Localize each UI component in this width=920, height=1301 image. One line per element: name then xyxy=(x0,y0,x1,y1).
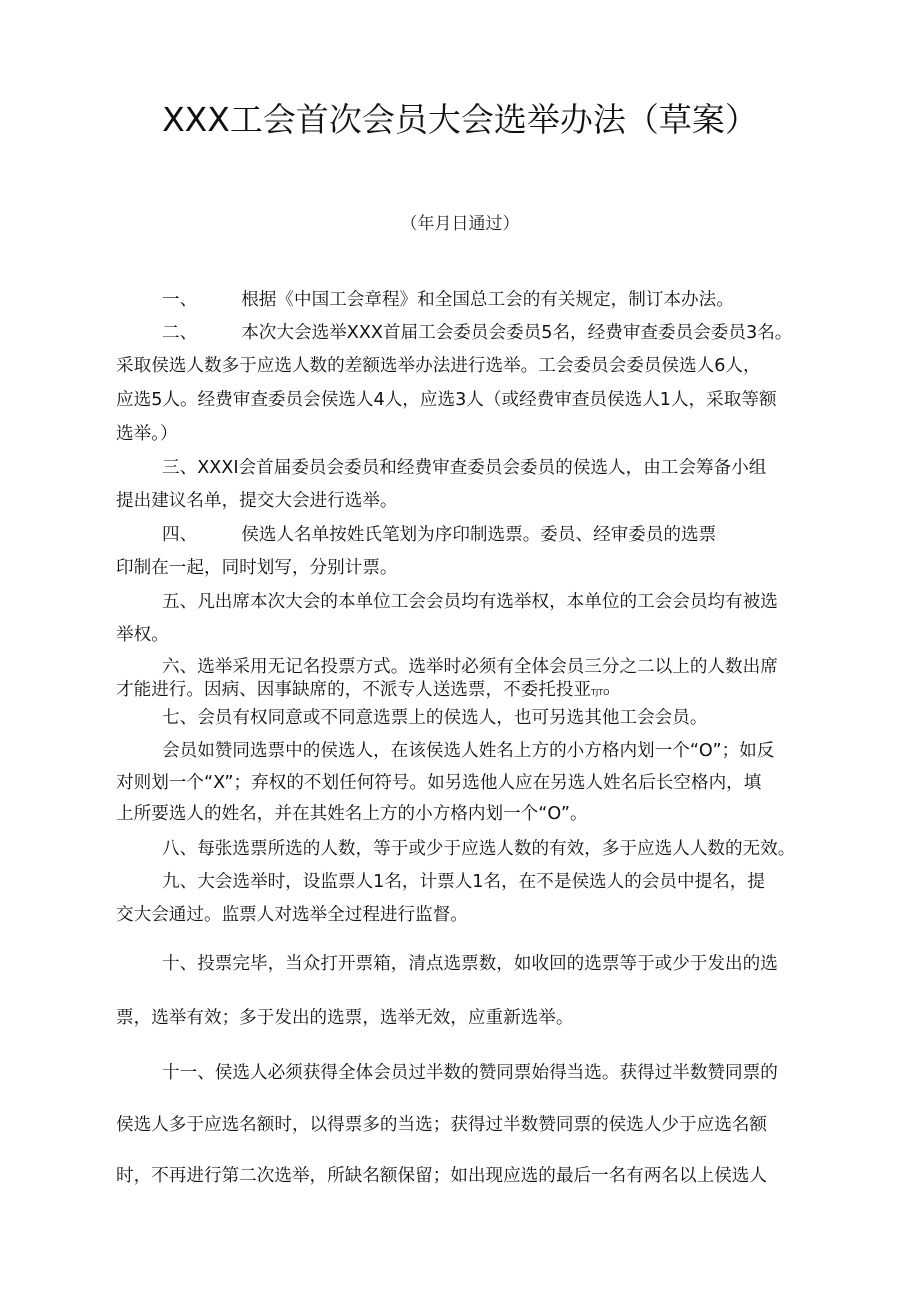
clause-9-line: 九、大会选举时，设监票人1名，计票人1名，在不是侯选人的会员中提名，提 xyxy=(162,872,765,892)
clause-11-line: 十一、侯选人必须获得全体会员过半数的赞同票始得当选。获得过半数赞同票的 xyxy=(162,1063,778,1083)
clause-8-line: 八、每张选票所选的人数，等于或少于应选人数的有效，多于应选人人数的无效。 xyxy=(162,839,796,859)
clause-1-line xyxy=(162,287,734,313)
clause-1-number: 一、 xyxy=(162,290,198,310)
clause-7-line: 七、会员有权同意或不同意选票上的侯选人，也可另选其他工会会员。 xyxy=(162,708,708,728)
clause-5-line: 五、凡出席本次大会的本单位工会会员均有选举权，本单位的工会会员均有被选 xyxy=(162,592,778,612)
paragraph-line: 选举。） xyxy=(116,424,178,444)
clause-10-line: 十、投票完毕，当众打开票箱，清点选票数，如收回的选票等于或少于发出的选 xyxy=(162,954,778,974)
paragraph-line: 采取侯选人数多于应选人数的差额选举办法进行选举。工会委员会委员侯选人6人， xyxy=(116,356,761,376)
paragraph-text: 才能进行。因病、因事缺席的，不派专人送选票，不委托投亚 xyxy=(116,680,592,700)
paragraph-line: 侯选人多于应选名额时，以得票多的当选；获得过半数赞同票的侯选人少于应选名额 xyxy=(116,1115,767,1135)
document-title: XXX工会首次会员大会选举办法（草案） xyxy=(162,100,758,139)
garbled-text-fragment: TJTO xyxy=(591,688,610,697)
clause-2-number: 二、 xyxy=(162,323,198,343)
paragraph-line: 上所要选人的姓名，并在其姓名上方的小方格内划一个“O”。 xyxy=(116,804,588,824)
clause-6-line: 六、选举采用无记名投票方式。选举时必须有全体会员三分之二以上的人数出席 xyxy=(162,657,778,677)
paragraph-line: 时，不再进行第二次选举，所缺名额保留；如出现应选的最后一名有两名以上侯选人 xyxy=(116,1166,767,1186)
clause-4-line xyxy=(162,522,716,548)
paragraph-line: 票，选举有效；多于发出的选票，选举无效，应重新选举。 xyxy=(116,1008,574,1028)
paragraph-line: 对则划一个“X”；弃权的不划任何符号。如另选他人应在另选人姓名后长空格内，填 xyxy=(116,773,762,793)
paragraph-line: 提出建议名单，提交大会进行选举。 xyxy=(116,491,398,511)
clause-4-number: 四、 xyxy=(162,525,198,545)
paragraph-line: 交大会通过。监票人对选举全过程进行监督。 xyxy=(116,905,468,925)
paragraph-line xyxy=(116,677,609,706)
document-subtitle: （年月日通过） xyxy=(400,214,520,234)
paragraph-line: 应选5人。经费审查委员会侯选人4人，应选3人（或经费审查员侯选人1人，采取等额 xyxy=(116,390,777,410)
clause-2-line xyxy=(162,320,792,346)
clause-1-text: 根据《中国工会章程》和全国总工会的有关规定，制订本办法。 xyxy=(241,290,734,310)
paragraph-line: 举权。 xyxy=(116,625,169,645)
clause-4-text: 侯选人名单按姓氏笔划为序印制选票。委员、经审委员的选票 xyxy=(241,525,717,545)
clause-3-line: 三、XXXI会首届委员会委员和经费审查委员会委员的侯选人，由工会筹备小组 xyxy=(162,458,767,478)
clause-2-text: 本次大会选举XXX首届工会委员会委员5名，经费审查委员会委员3名。 xyxy=(241,323,793,343)
paragraph-line: 会员如赞同选票中的侯选人，在该侯选人姓名上方的小方格内划一个“O”；如反 xyxy=(162,741,775,761)
paragraph-line: 印制在一起，同时划写，分别计票。 xyxy=(116,558,398,578)
